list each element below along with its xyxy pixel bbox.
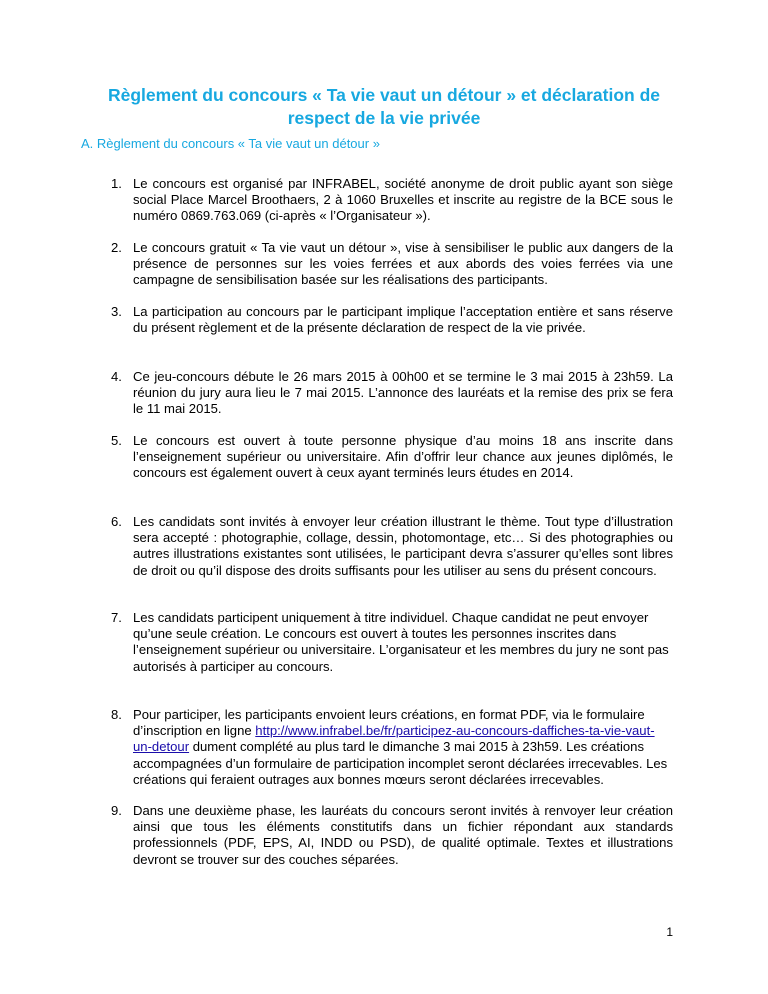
rule-number: 5. xyxy=(111,433,122,448)
rule-number: 8. xyxy=(111,707,122,722)
rule-text xyxy=(133,707,673,788)
rule-number: 2. xyxy=(111,240,122,255)
rule-item-5 xyxy=(111,433,673,482)
rule-number: 7. xyxy=(111,610,122,625)
rule-number: 1. xyxy=(111,176,122,191)
rule-number: 6. xyxy=(111,514,122,529)
rule-number: 4. xyxy=(111,369,122,384)
section-heading: A. Règlement du concours « Ta vie vaut un détour » xyxy=(81,136,380,151)
rule-item-8 xyxy=(111,707,673,788)
rule-text-before: Pour participer, les participants envoient leurs créations, en format PDF, via le formulaire d’inscription en ligne xyxy=(133,707,645,739)
rule-text: Dans une deuxième phase, les lauréats du concours seront invités à renvoyer leur création ainsi que tous les éléments constitutifs dans un fichier répondant aux standards professionnels (PDF, EPS, AI, INDD ou PSD), de qualité optimale. Textes et illustrations devront se trouver sur des couches séparées. xyxy=(133,803,673,867)
page-number: 1 xyxy=(666,925,673,939)
rule-item-1 xyxy=(111,176,673,225)
rule-item-4 xyxy=(111,369,673,418)
registration-form-link[interactable]: http://www.infrabel.be/fr/participez-au-concours-daffiches-ta-vie-vaut-un-detour xyxy=(133,723,655,755)
rule-text: Ce jeu-concours débute le 26 mars 2015 à 00h00 et se termine le 3 mai 2015 à 23h59. La réunion du jury aura lieu le 7 mai 2015. L’annonce des lauréats et la remise des prix se fera le 11 mai 2015. xyxy=(133,369,673,417)
rule-text: Le concours est ouvert à toute personne physique d’au moins 18 ans inscrite dans l’enseignement supérieur ou universitaire. Afin d’offrir leur chance aux jeunes diplômés, le concours est également ouvert à ceux ayant terminés leurs études en 2014. xyxy=(133,433,673,481)
rule-item-2 xyxy=(111,240,673,289)
rule-text: Le concours gratuit « Ta vie vaut un détour », vise à sensibiliser le public aux dangers de la présence de personnes sur les voies ferrées et aux abords des voies ferrées via une campagne de sensibilisation basée sur les réalisations des participants. xyxy=(133,240,673,288)
rule-item-6 xyxy=(111,514,673,579)
rule-number: 3. xyxy=(111,304,122,319)
rule-number: 9. xyxy=(111,803,122,818)
rule-item-3 xyxy=(111,304,673,336)
rule-item-9 xyxy=(111,803,673,868)
rule-text: Les candidats participent uniquement à titre individuel. Chaque candidat ne peut envoyer qu’une seule création. Le concours est ouvert à toutes les personnes inscrites dans l’enseignement supérieur ou universitaire. L’organisateur et les membres du jury ne sont pas autorisés à participer au concours. xyxy=(133,610,669,674)
document-title: Règlement du concours « Ta vie vaut un détour » et déclaration de respect de la vie privée xyxy=(107,85,661,128)
rule-text: Les candidats sont invités à envoyer leur création illustrant le thème. Tout type d’illustration sera accepté : photographie, collage, dessin, photomontage, etc… Si des photographies ou autres illustrations existantes sont utilisées, le participant devra s’assurer qu’elles sont libres de droit ou qu’il dispose des droits suffisants pour les utiliser au sens du présent concours. xyxy=(133,514,673,578)
rule-item-7 xyxy=(111,610,673,675)
rule-text-after: dument complété au plus tard le dimanche 3 mai 2015 à 23h59. Les créations accompagnées d’un formulaire de participation incomplet seront déclarées irrecevables. Les créations qui feraient outrages aux bonnes mœurs seront déclarées irrecevables. xyxy=(133,739,668,787)
rule-text: La participation au concours par le participant implique l’acceptation entière et sans réserve du présent règlement et de la présente déclaration de respect de la vie privée. xyxy=(133,304,673,336)
rule-text: Le concours est organisé par INFRABEL, société anonyme de droit public ayant son siège social Place Marcel Broothaers, 2 à 1060 Bruxelles et inscrite au registre de la BCE sous le numéro 0869.763.069 (ci-après « l’Organisateur »). xyxy=(133,176,673,224)
